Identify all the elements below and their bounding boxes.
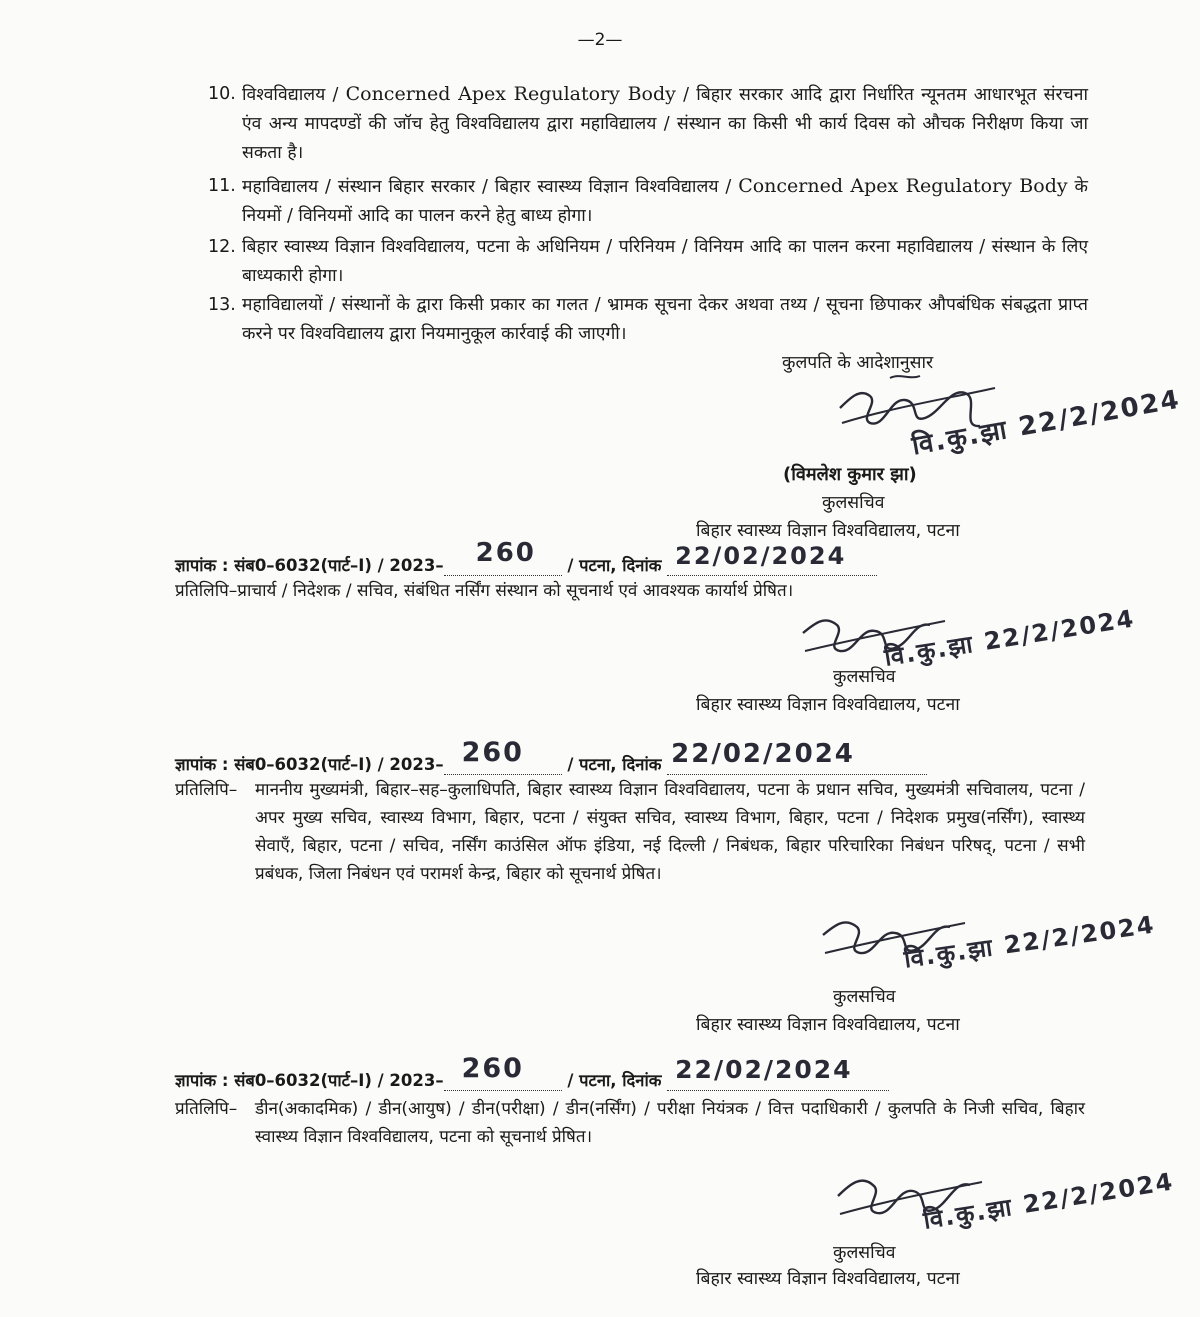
signatory-name: (विमलेश कुमार झा) xyxy=(783,464,917,485)
memo-date-field: 22/02/2024 xyxy=(667,556,877,576)
signature-2: वि.कु.झा 22/2/2024 xyxy=(795,603,1065,687)
page-number: —2— xyxy=(577,30,623,50)
clause-12 xyxy=(208,233,1088,291)
memo-copy-text: प्रतिलिपि–प्राचार्य / निदेशक / सचिव, संबंधित नर्सिंग संस्थान को सूचनार्थ एवं आवश्यक कार्यार्थ प्रेषित। xyxy=(175,581,794,601)
signatory-org: बिहार स्वास्थ्य विज्ञान विश्वविद्यालय, पटना xyxy=(696,521,960,541)
order-note: कुलपति के आदेशानुसार xyxy=(782,353,934,373)
memo-signatory-org: बिहार स्वास्थ्य विज्ञान विश्वविद्यालय, पटना xyxy=(696,695,960,715)
clause-text: महाविद्यालयों / संस्थानों के द्वारा किसी प्रकार का गलत / भ्रामक सूचना देकर अथवा तथ्य / सूचना छिपाकर औपबंधिक संबद्धता प्राप्त करने पर विश्वविद्यालय द्वारा नियमानुकूल कार्रवाई की जाएगी। xyxy=(242,295,1088,344)
clause-text: विश्वविद्यालय / Concerned Apex Regulatory Body / बिहार सरकार आदि द्वारा निर्धारित न्यूनतम आधारभूत संरचना एंव अन्य मापदण्डों की जॉच हेतु विश्वविद्यालय द्वारा महाविद्यालय / संस्थान का किसी भी कार्य दिवस को औचक निरीक्षण किया जा सकता है। xyxy=(242,83,1088,163)
memo-date-field: 22/02/2024 xyxy=(667,755,927,775)
signatory-title: कुलसचिव xyxy=(822,493,885,513)
memo-copy-text: प्रतिलिपि– माननीय मुख्यमंत्री, बिहार–सह–कुलाधिपति, बिहार स्वास्थ्य विज्ञान विश्वविद्यालय, पटना के प्रधान सचिव, मुख्यमंत्री सचिवालय, पटना / अपर मुख्य सचिव, स्वास्थ्य विभाग, बिहार, पटना / संयुक्त सचिव, स्वास्थ्य विभाग, बिहार, पटना / निदेशक प्रमुख(नर्सिंग), स्वास्थ्य सेवाएँ, बिहार, पटना / सचिव, नर्सिंग काउंसिल ऑफ इंडिया, नई दिल्ली / निबंधक, बिहार परिचारिका निबंधन परिषद्, पटना / सभी प्रबंधक, जिला निबंधन एवं परामर्श केन्द्र, बिहार को सूचनार्थ प्रेषित। xyxy=(175,780,1085,884)
memo-signatory-org: बिहार स्वास्थ्य विज्ञान विश्वविद्यालय, पटना xyxy=(696,1269,960,1289)
memo-signatory-title: कुलसचिव xyxy=(833,667,896,687)
clause-text: महाविद्यालय / संस्थान बिहार सरकार / बिहार स्वास्थ्य विज्ञान विश्वविद्यालय / Concerned Apex Regulatory Body के नियमों / विनियमों आदि का पालन करने हेतु बाध्य होगा। xyxy=(242,175,1088,226)
clause-number: 13. xyxy=(208,295,236,315)
clause-number: 12. xyxy=(208,237,236,257)
memo-signatory-org: बिहार स्वास्थ्य विज्ञान विश्वविद्यालय, पटना xyxy=(696,1015,960,1035)
memo-signatory-title: कुलसचिव xyxy=(833,1243,896,1263)
clause-11 xyxy=(208,172,1088,231)
memo-number-field: 260 xyxy=(444,755,562,775)
clause-10 xyxy=(208,80,1088,168)
clause-text: बिहार स्वास्थ्य विज्ञान विश्वविद्यालय, पटना के अधिनियम / परिनियम / विनियम आदि का पालन करना महाविद्यालय / संस्थान के लिए बाध्यकारी होगा। xyxy=(242,237,1088,286)
memo-number-field: 260 xyxy=(444,1071,562,1091)
signature-3: वि.कु.झा 22/2/2024 xyxy=(815,905,1085,989)
memo-reference: ज्ञापांक : संब0–6032(पार्ट–I) / 2023– 260 / पटना, दिनांक 22/02/2024 xyxy=(175,553,877,576)
memo-reference: ज्ञापांक : संब0–6032(पार्ट–I) / 2023– 260 / पटना, दिनांक 22/02/2024 xyxy=(175,1068,889,1091)
signature-1: वि.कु.झा 22/2/2024 xyxy=(830,368,1100,462)
memo-number-field: 260 xyxy=(444,556,562,576)
memo-date-field: 22/02/2024 xyxy=(667,1071,889,1091)
signature-4: वि.कु.झा 22/2/2024 xyxy=(830,1160,1100,1254)
clause-13 xyxy=(208,291,1088,349)
clause-number: 11. xyxy=(208,176,236,196)
memo-reference: ज्ञापांक : संब0–6032(पार्ट–I) / 2023– 260 / पटना, दिनांक 22/02/2024 xyxy=(175,752,927,775)
memo-signatory-title: कुलसचिव xyxy=(833,987,896,1007)
memo-copy-text: प्रतिलिपि– डीन(अकादमिक) / डीन(आयुष) / डीन(परीक्षा) / डीन(नर्सिंग) / परीक्षा नियंत्रक / वित्त पदाधिकारी / कुलपति के निजी सचिव, बिहार स्वास्थ्य विज्ञान विश्वविद्यालय, पटना को सूचनार्थ प्रेषित। xyxy=(175,1099,1085,1147)
clause-number: 10. xyxy=(208,84,236,104)
